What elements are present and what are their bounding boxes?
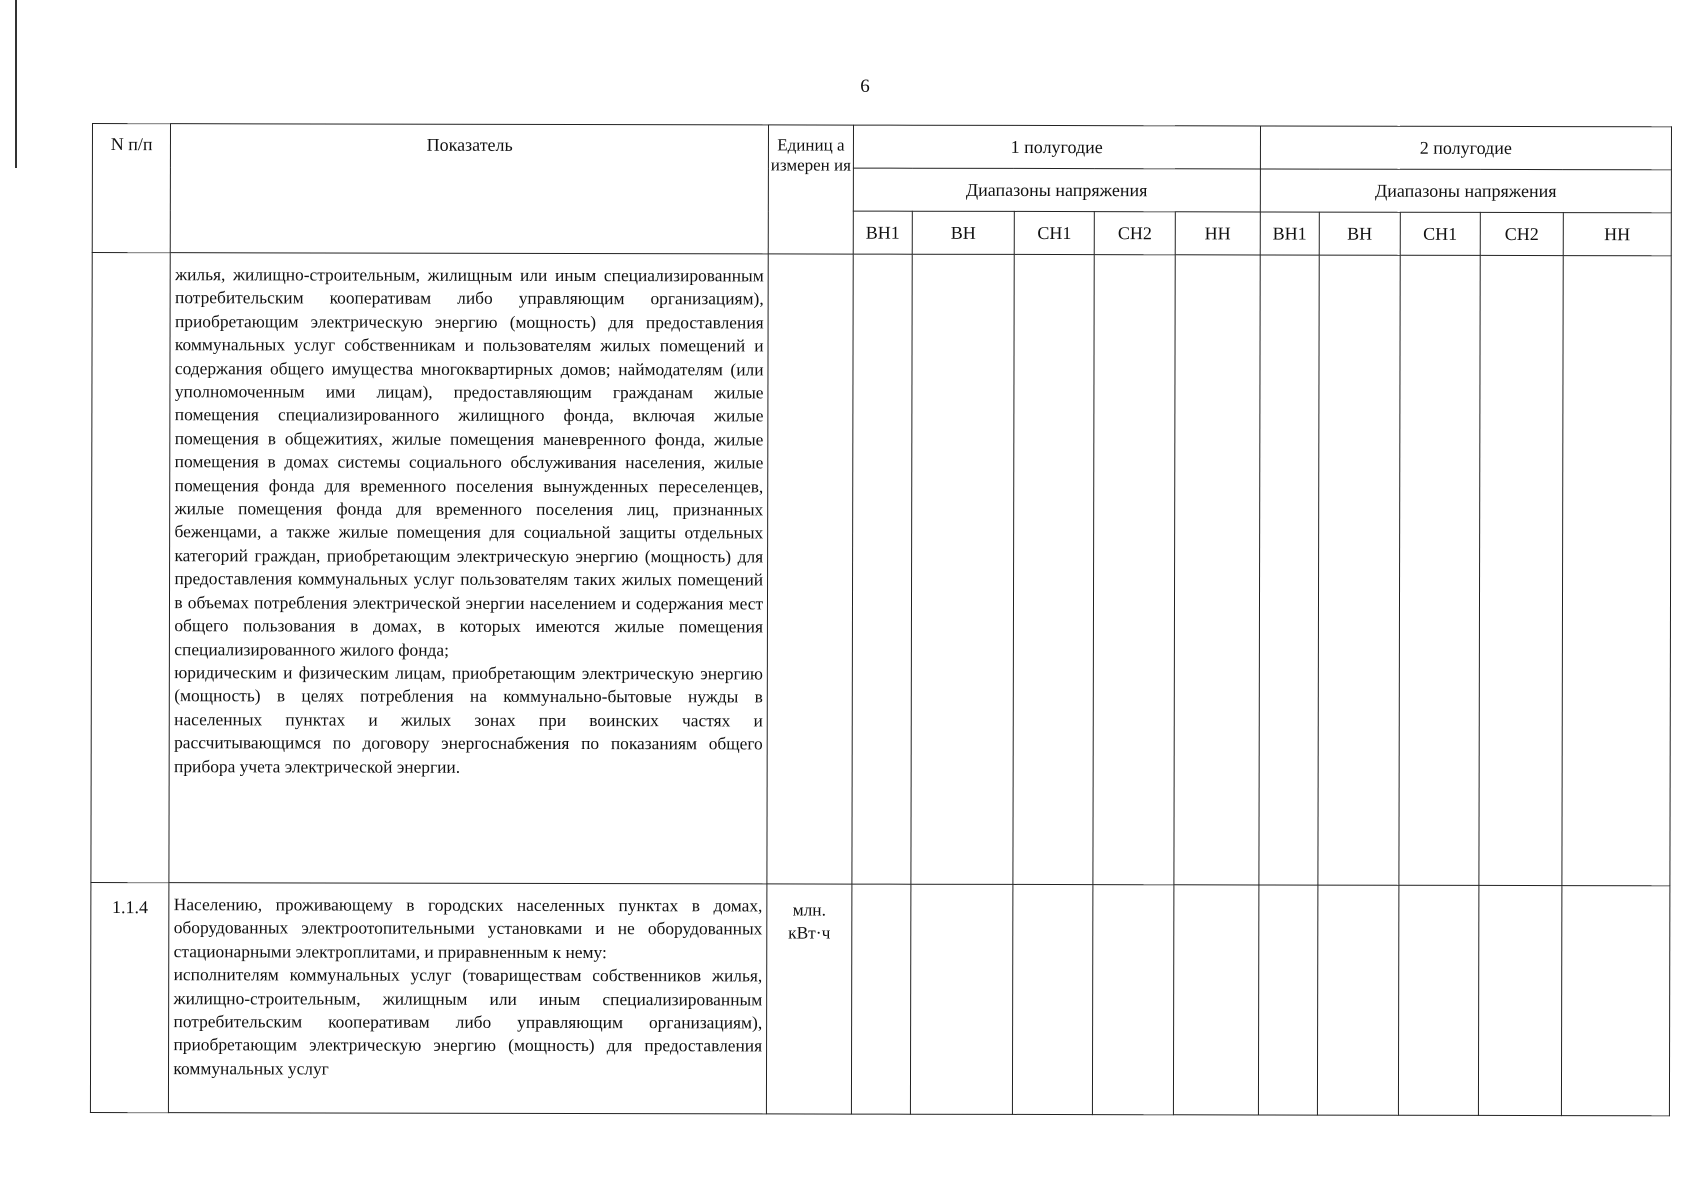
row-unit (767, 254, 853, 884)
value-cell (1398, 885, 1479, 1115)
value-cell (1479, 255, 1563, 885)
header-indicator: Показатель (171, 124, 769, 254)
header-nn-h2: НН (1563, 213, 1671, 256)
value-cell (1258, 885, 1318, 1115)
indicator-paragraph: юридическим и физическим лицам, приобретающим электрическую энергию (мощность) в целях потребления на коммунально-бытовые нужды в населенных пунктах и жилых зонах при воинских частях и рассчитывающимся по договору энергоснабжения по показаниям общего прибора учета электрической энергии. (174, 662, 763, 777)
page-number: 6 (860, 76, 870, 97)
value-cell (1259, 255, 1320, 885)
header-vn1-h1: ВН1 (853, 211, 912, 254)
value-cell (852, 254, 913, 884)
value-cell (1174, 255, 1260, 885)
header-voltage-ranges-1: Диапазоны напряжения (853, 168, 1260, 212)
header-sn2-h1: СН2 (1095, 212, 1176, 255)
header-vn1-h2: ВН1 (1260, 212, 1319, 255)
unit-line: млн. (792, 899, 826, 920)
header-nn-h1: НН (1175, 212, 1260, 255)
value-cell (1173, 885, 1258, 1115)
header-vn-h2: ВН (1319, 212, 1400, 255)
table-row (91, 253, 1671, 886)
header-vn-h1: ВН (912, 211, 1014, 254)
row-number: 1.1.4 (90, 882, 169, 1112)
value-cell (1318, 255, 1400, 885)
value-cell (1562, 256, 1672, 886)
header-half-1: 1 полугодие (853, 125, 1260, 169)
value-cell (1399, 255, 1481, 885)
header-voltage-ranges-2: Диапазоны напряжения (1260, 169, 1671, 213)
header-sn1-h1: СН1 (1014, 211, 1095, 254)
value-cell (1093, 885, 1174, 1115)
value-cell (911, 884, 1013, 1114)
header-number: N п/п (92, 124, 171, 253)
value-cell (1013, 254, 1095, 884)
header-unit: Единиц а измерен ия (768, 125, 853, 254)
row-number (91, 253, 171, 883)
value-cell (1479, 885, 1562, 1115)
indicator-paragraph: жилья, жилищно-строительным, жилищным или иным специализированным потребительским кооперативам либо управляющим организациям), приобретающим электрическую энергию (мощность) для предоставления коммунальных услуг собственникам и пользователям жилых помещений и содержания общего имущества многоквартирных домов; наймодателям (или уполномоченным ими лицам), предоставляющим гражданам жилые помещения специализированного жилищного фонда, включая жилые помещения в общежитиях, жилые помещения маневренного фонда, жилые помещения в домах системы социального обслуживания населения, жилые помещения фонда для временного поселения вынужденных переселенцев, жилые помещения фонда для временного поселения лиц, признанных беженцами, а также жилые помещения для социальной защиты отдельных категорий граждан, приобретающим электрическую энергию (мощность) для предоставления коммунальных услуг пользователям таких жилых помещений в объемах потребления электрической энергии населением и содержания мест общего пользования в домах, в которых имеются жилые помещения специализированного жилого фонда; (174, 264, 764, 660)
header-sn1-h2: СН1 (1400, 212, 1481, 255)
unit-line: кВт·ч (788, 922, 831, 943)
table-row (90, 882, 1669, 1115)
header-sn2-h2: СН2 (1480, 212, 1563, 255)
value-cell (1561, 886, 1670, 1116)
value-cell (851, 884, 911, 1114)
indicator-paragraph: Населению, проживающему в городских населенных пунктах в домах, оборудованных электроотопительными установками и не оборудованных стационарными электроплитами, и приравненным к нему: (173, 894, 763, 962)
row-unit (766, 884, 851, 1114)
indicator-paragraph: исполнителям коммунальных услуг (товариществам собственников жилья, жилищно-строительным, жилищным или иным специализированным потребительским кооперативам либо управляющим организациям), приобретающим электрическую энергию (мощность) для предоставления коммунальных услуг (173, 964, 763, 1079)
value-cell (1012, 884, 1093, 1114)
header-half-2: 2 полугодие (1260, 126, 1671, 170)
row-indicator-text (169, 883, 767, 1114)
value-cell (1093, 255, 1175, 885)
tariff-table (90, 123, 1672, 1116)
value-cell (911, 254, 1014, 884)
value-cell (1317, 885, 1398, 1115)
row-indicator-text (169, 253, 768, 884)
